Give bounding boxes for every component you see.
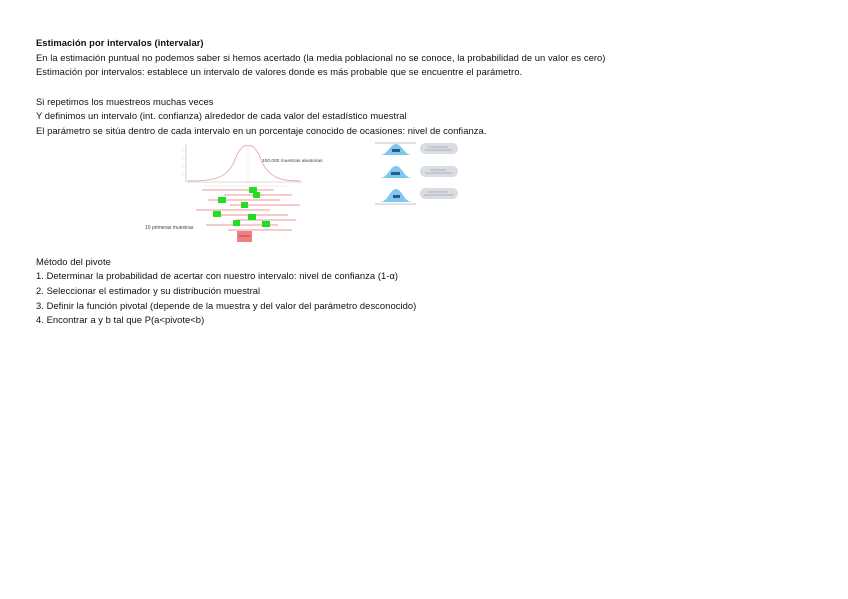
pivot-step-4: 4. Encontrar a y b tal que P(a<pivote<b) [36,314,205,325]
sample-marker-4 [241,202,248,208]
intro-line-1: En la estimación puntual no podemos saber si hemos acertado (la media poblacional no se conoce, la probabilidad de un valor es cero) [36,52,606,63]
repeat-line-3: El parámetro se sitúa dentro de cada intervalo en un porcentaje conocido de ocasiones: nivel de confianza. [36,125,487,136]
pill-1 [420,143,458,154]
intro-line-2: Estimación por intervalos: establece un intervalo de valores donde es más probable que se encuentre el parámetro. [36,66,523,77]
repeat-line-1: Si repetimos los muestreos muchas veces [36,96,214,107]
pivot-step-1: 1. Determinar la probabilidad de acertar con nuestro intervalo: nivel de confianza (1-α) [36,270,399,281]
sample-marker-8 [233,220,240,226]
pivot-step-2: 2. Seleccionar el estimador y su distribución muestral [36,285,261,296]
document-title: Estimación por intervalos (intervalar) [36,37,204,48]
sample-marker-2 [253,192,260,198]
sample-marker-7 [262,221,270,227]
confidence-interval-figure [140,140,323,246]
bell-row-1 [375,143,458,155]
pivot-heading: Método del pivote [36,256,111,267]
samples-label: 10 primeras muestras [145,225,194,231]
sample-marker-5 [213,211,221,217]
curve-label: 100.000 muestras aleatorias [262,159,323,164]
pivot-step-3: 3. Definir la función pivotal (depende de la muestra y del valor del parámetro desconocido) [36,300,417,311]
repeat-line-2: Y definimos un intervalo (int. confianza) alrededor de cada valor del estadístico muestral [36,110,407,121]
confidence-level-illustrations [372,140,464,206]
bell-row-3 [375,188,458,204]
pill-2 [420,166,458,177]
confidence-interval-figure-svg [140,140,323,246]
pill-3 [420,188,458,199]
bell-row-2 [380,166,458,178]
parameter-box [237,231,252,242]
sample-marker-6 [248,214,256,220]
confidence-level-svg [372,140,464,206]
sample-marker-3 [218,197,226,203]
